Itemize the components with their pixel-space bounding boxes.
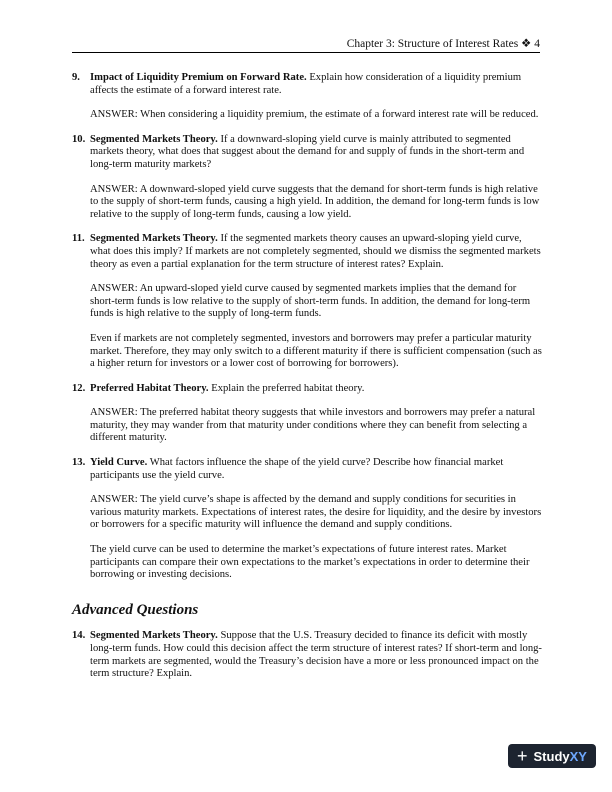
question-10	[72, 134, 542, 222]
question-title: Preferred Habitat Theory.	[90, 382, 209, 394]
section-heading: Advanced Questions	[72, 601, 199, 618]
question-13	[72, 457, 542, 582]
plus-icon: +	[517, 746, 528, 766]
question-9	[72, 72, 542, 122]
question-number: 9.	[72, 72, 80, 83]
document-body	[72, 72, 542, 705]
page-header: Chapter 3: Structure of Interest Rates ❖ 4	[346, 38, 540, 50]
question-title: Yield Curve.	[90, 457, 148, 469]
answer-paragraph: Even if markets are not completely segmented, investors and borrowers may prefer a particular maturity market. Therefore, they may only switch to a different maturity if there is sufficient compensation (such as a higher return for investors or a lower cost of borrowing for borrowers).	[90, 332, 542, 370]
question-number: 12.	[72, 382, 86, 394]
question-12	[72, 383, 542, 445]
brand-accent: XY	[569, 748, 587, 764]
question-prompt: Explain how consideration of a liquidity premium affects the estimate of a forward interest rate.	[90, 72, 522, 96]
studyxy-badge[interactable]	[508, 744, 596, 768]
brand-main: Study	[533, 748, 570, 764]
question-title: Segmented Markets Theory.	[90, 133, 218, 145]
question-title: Segmented Markets Theory.	[90, 630, 218, 642]
question-prompt: Suppose that the U.S. Treasury decided to finance its deficit with mostly long-term funds. How could this decision affect the term structure of interest rates? If short-term and long-term markets are segmented, would the Treasury’s decision have a more or less pronounced impact on the term structure? Explain.	[90, 630, 542, 680]
question-prompt: If the segmented markets theory causes an upward-sloping yield curve, what does this imply? If markets are not completely segmented, should we dismiss the segmented markets theory as even a partial explanation for the term structure of interest rates? Explain.	[90, 233, 541, 270]
answer-paragraph: The yield curve can be used to determine the market’s expectations of future interest rates. Market participants can compare their own expectations to the market’s expectations in order to determine their borrowing or investing decisions.	[90, 544, 530, 581]
header-rule	[72, 52, 540, 53]
question-number: 10.	[72, 133, 86, 145]
question-number: 11.	[72, 233, 85, 245]
answer-paragraph: ANSWER: When considering a liquidity premium, the estimate of a forward interest rate will be reduced.	[90, 109, 539, 121]
question-prompt: What factors influence the shape of the yield curve? Describe how financial market participants use the yield curve.	[90, 457, 504, 481]
question-title: Segmented Markets Theory.	[90, 233, 218, 245]
question-11	[72, 233, 542, 370]
question-title: Impact of Liquidity Premium on Forward Rate.	[90, 72, 307, 83]
question-prompt: If a downward-sloping yield curve is mainly attributed to segmented markets theory, what does that suggest about the demand for and supply of funds in the short-term and long-term maturity markets?	[90, 133, 525, 170]
answer-paragraph: ANSWER: The yield curve’s shape is affected by the demand and supply conditions for securities in various maturity markets. Expectations of interest rates, the desire for liquidity, and the desire by investors or borrowers for a specific maturity will influence the demand and supply conditions.	[90, 494, 542, 531]
question-prompt: Explain the preferred habitat theory.	[208, 382, 365, 394]
answer-paragraph: ANSWER: The preferred habitat theory suggests that while investors and borrowers may prefer a natural maturity, they may wander from that maturity under conditions where they can benefit from selecting a different maturity.	[90, 407, 536, 444]
question-number: 13.	[72, 457, 86, 469]
question-14	[72, 630, 542, 692]
answer-paragraph: ANSWER: A downward-sloped yield curve suggests that the demand for short-term funds is high relative to the supply of short-term funds, causing a high yield. In addition, the demand for long-term funds is low relative to the supply of long-term funds, causing a low yield.	[90, 183, 540, 220]
answer-paragraph: ANSWER: An upward-sloped yield curve caused by segmented markets implies that the demand for short-term funds is low relative to the supply of short-term funds. In addition, the demand for long-term funds is high relative to the supply of long-term funds.	[90, 283, 531, 320]
question-number: 14.	[72, 630, 86, 642]
